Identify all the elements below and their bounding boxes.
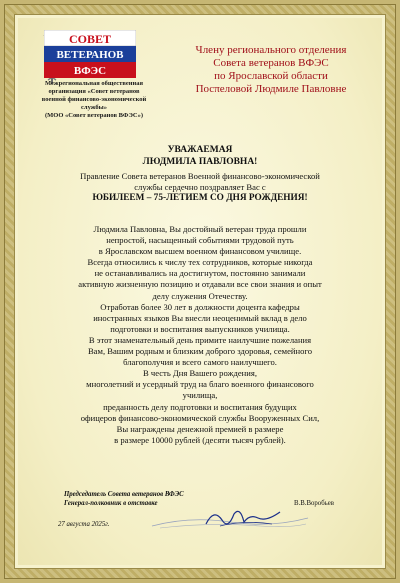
intro-line2: службы сердечно поздравляет Вас с xyxy=(134,182,266,192)
veterans-council-logo xyxy=(44,30,136,78)
body-line: Вы награждены денежной премией в размере xyxy=(116,423,284,434)
body-line: активную жизненную позицию и отдавали все свои знания и опыт xyxy=(78,279,322,290)
salutation xyxy=(40,144,360,168)
signatory-rank: Генерал-полковник в отставке xyxy=(64,500,158,507)
body-line: многолетний и усердный труд на благо военного финансового xyxy=(86,379,314,390)
signatory-title: Председатель Совета ветеранов ВФЭС xyxy=(64,491,184,498)
addressee-line: Посπеловой Людмиле Павловне xyxy=(195,83,347,95)
org-line: службы» xyxy=(81,104,107,111)
logo-line3: ВФЭС xyxy=(73,65,107,77)
body-line: в Ярославском высшем военном финансовом училище. xyxy=(98,246,302,257)
body-line: подготовки и воспитания выпускников училища. xyxy=(110,323,290,334)
logo-line1: СОВЕТ xyxy=(68,32,112,46)
org-line: военной финансово-экономической xyxy=(41,96,147,103)
logo-line2: ВЕТЕРАНОВ xyxy=(56,49,124,61)
body-line: офицеров финансово-экономической службы Вооруженных Сил, xyxy=(80,412,320,423)
body-line: Людмила Павловна, Вы достойный ветеран труда прошли xyxy=(93,224,307,234)
body-line: в размере 10000 рублей (десяти тысяч рублей). xyxy=(114,434,286,445)
body-line: Отработав более 30 лет в должности доцента кафедры xyxy=(100,301,300,312)
intro-line1: Правление Совета ветеранов Военной финансово-экономической xyxy=(80,171,320,181)
salutation-line1: УВАЖАЕМАЯ xyxy=(167,145,233,155)
jubilee-heading: ЮБИЛЕЕМ – 75-ЛЕТИЕМ СО ДНЯ РОЖДЕНИЯ! xyxy=(92,193,308,203)
organization-name xyxy=(28,80,160,120)
addressee-line: Совета ветеранов ВФЭС xyxy=(213,57,329,69)
org-line: Межрегиональная общественная xyxy=(44,80,144,87)
org-line: (МОО «Совет ветеранов ВФЭС») xyxy=(44,112,144,119)
body-line: В этот знаменательный день примите наилучшие пожелания xyxy=(88,334,312,345)
body-line: не останавливались на достигнутом, постоянно занимали xyxy=(94,268,306,279)
document-date: 27 августа 2025г. xyxy=(58,521,110,528)
salutation-line2: ЛЮДМИЛА ПАВЛОВНА! xyxy=(142,157,258,167)
body-line: преданность делу подготовки и воспитания будущих xyxy=(103,401,297,412)
body-line: В честь Дня Вашего рождения, xyxy=(143,368,257,379)
body-line: Всегда относились к числу тех сотрудников, которые никогда xyxy=(87,257,313,268)
addressee-line: Члену регионального отделения xyxy=(195,44,347,56)
body-line: Вам, Вашим родным и близким доброго здоровья, семейного xyxy=(87,346,313,357)
body-line: делу служения Отечеству. xyxy=(152,290,248,301)
signature-icon xyxy=(200,504,290,532)
intro-paragraph xyxy=(40,171,360,204)
org-line: организация «Совет ветеранов xyxy=(48,88,140,95)
body-text xyxy=(40,224,360,446)
body-line: благополучия и всего самого наилучшего. xyxy=(123,357,277,368)
body-line: иностранных языков Вы внесли неоценимый вклад в дело xyxy=(93,312,307,323)
body-line: училища, xyxy=(182,390,218,401)
signatory-name: В.В.Воробьев xyxy=(294,500,334,507)
addressee-block xyxy=(166,44,376,96)
addressee-line: по Ярославской области xyxy=(214,70,328,82)
body-line: непростой, насыщенный событиями трудовой путь xyxy=(106,235,294,246)
